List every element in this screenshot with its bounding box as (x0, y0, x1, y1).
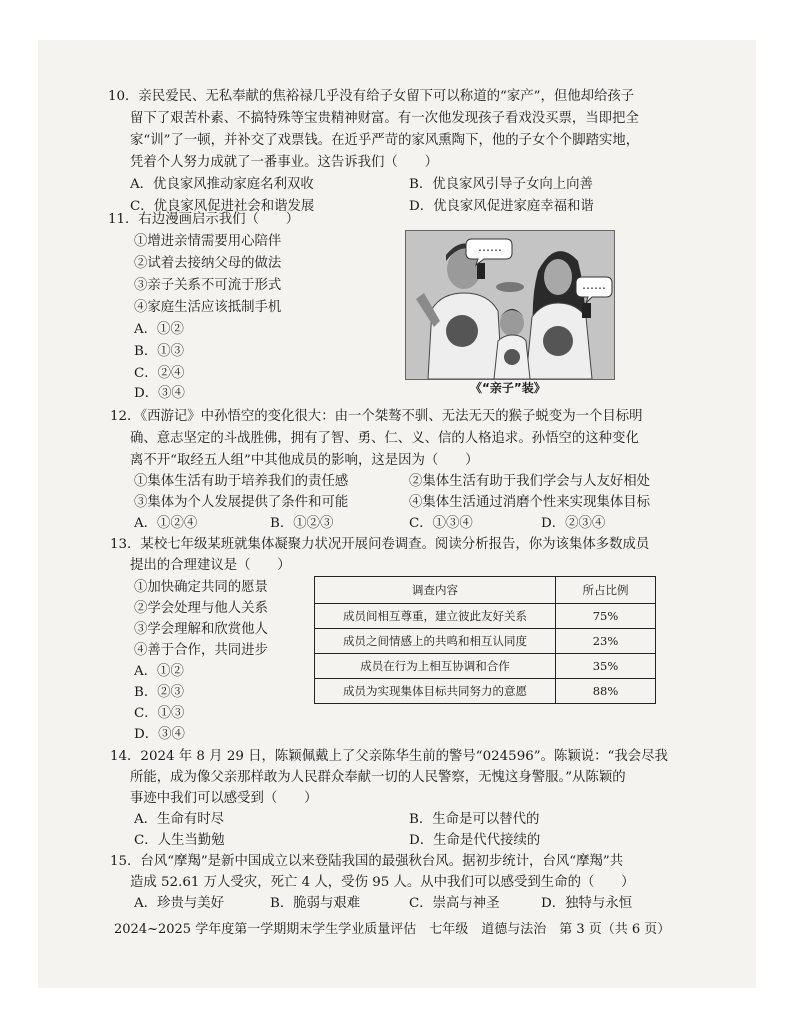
table-row (315, 629, 656, 654)
q15-line-2: 造成 52.61 万人受灾，死亡 4 人，受伤 95 人。从中我们可以感受到生命的（ ） (130, 875, 635, 890)
q11-item-1: ①增进亲情需要用心陪伴 (134, 234, 282, 249)
q11-item-2: ②试着去接纳父母的做法 (134, 256, 282, 271)
survey-item: 成员为实现集体目标共同努力的意愿 (315, 679, 556, 704)
q13-option-d[interactable]: D．③④ (134, 727, 185, 742)
q13-option-c[interactable]: C．①③ (134, 706, 185, 721)
q14-option-c[interactable]: C．人生当勤勉 (134, 833, 225, 848)
q13-option-b[interactable]: B．②③ (134, 685, 185, 700)
q14-line-3: 事迹中我们可以感受到（ ） (130, 791, 318, 806)
table-row (315, 604, 656, 629)
q10-option-a[interactable]: A．优良家风推动家庭名利双收 (130, 177, 314, 192)
q12-item-1: ①集体生活有助于培养我们的责任感 (134, 474, 349, 489)
q12-option-a[interactable]: A．①②④ (134, 516, 198, 531)
q13-option-a[interactable]: A．①② (134, 664, 184, 679)
parent-child-outfit-cartoon (405, 230, 615, 380)
q10-option-b[interactable]: B．优良家风引导子女向上向善 (409, 177, 593, 192)
cartoon-illustration (406, 231, 614, 379)
q11-item-3: ③亲子关系不可流于形式 (134, 278, 282, 293)
q12-line-1: 12．《西游记》中孙悟空的变化很大：由一个桀骜不驯、无法无天的猴子蜕变为一个目标明 (110, 409, 643, 424)
q11-option-a[interactable]: A．①② (134, 322, 184, 337)
survey-item: 成员间相互尊重，建立彼此友好关系 (315, 604, 556, 629)
q10-option-d[interactable]: D．优良家风促进家庭幸福和谐 (409, 199, 594, 214)
q15-option-b[interactable]: B．脆弱与艰难 (270, 896, 361, 911)
q10-line-4: 凭着个人努力成就了一番事业。这告诉我们（ ） (130, 155, 438, 170)
survey-ratio: 35% (556, 654, 656, 679)
q11-option-d[interactable]: D．③④ (134, 386, 185, 401)
q10-option-c[interactable]: C．优良家风促进社会和谐发展 (130, 199, 315, 214)
survey-header-ratio: 所占比例 (556, 577, 656, 604)
q15-option-d[interactable]: D．独特与永恒 (541, 896, 633, 911)
q12-item-3: ③集体为个人发展提供了条件和可能 (134, 495, 349, 510)
q12-line-2: 确、意志坚定的斗战胜佛，拥有了智、勇、仁、义、信的人格追求。孙悟空的这种变化 (130, 431, 639, 446)
q15-line-1: 15．台风“摩羯”是新中国成立以来登陆我国的最强秋台风。据初步统计，台风“摩羯”共 (110, 854, 624, 869)
q10-line-2: 留下了艰苦朴素、不搞特殊等宝贵精神财富。有一次他发现孩子看戏没买票，当即把全 (130, 111, 639, 126)
survey-item: 成员在行为上相互协调和合作 (315, 654, 556, 679)
q13-item-3: ③学会理解和欣赏他人 (134, 622, 268, 637)
q13-line-2: 提出的合理建议是（ ） (130, 558, 291, 573)
q12-option-b[interactable]: B．①②③ (270, 516, 334, 531)
q15-option-a[interactable]: A．珍贵与美好 (134, 896, 225, 911)
survey-ratio: 88% (556, 679, 656, 704)
survey-table-header (315, 577, 656, 604)
q12-option-c[interactable]: C．①③④ (409, 516, 473, 531)
cartoon-caption: 《“亲子”装》 (470, 381, 546, 395)
page-footer: 2024~2025 学年度第一学期期末学生学业质量评估 七年级 道德与法治 第 3 页（共 6 页） (114, 922, 671, 937)
q10-line-3: 家“训”了一顿，并补交了戏票钱。在近乎严苛的家风熏陶下，他的子女个个脚踏实地， (130, 133, 640, 148)
q15-option-c[interactable]: C．崇高与神圣 (409, 896, 500, 911)
survey-header-content: 调查内容 (315, 577, 556, 604)
q12-item-4: ④集体生活通过消磨个性来实现集体目标 (409, 495, 651, 510)
table-row (315, 654, 656, 679)
q14-line-1: 14．2024 年 8 月 29 日，陈颖佩戴上了父亲陈华生前的警号“024596”。陈颖说：“我会尽我 (110, 749, 668, 764)
q14-option-a[interactable]: A．生命有时尽 (134, 812, 225, 827)
q14-option-d[interactable]: D．生命是代代接续的 (409, 833, 541, 848)
survey-item: 成员之间情感上的共鸣和相互认同度 (315, 629, 556, 654)
survey-table (314, 576, 656, 704)
survey-ratio: 23% (556, 629, 656, 654)
q14-option-b[interactable]: B．生命是可以替代的 (409, 812, 540, 827)
q12-item-2: ②集体生活有助于我们学会与人友好相处 (409, 474, 651, 489)
q14-line-2: 所能，成为像父亲那样敢为人民群众奉献一切的人民警察，无愧这身警服。”从陈颖的 (130, 770, 626, 785)
q11-stem: 11．右边漫画启示我们（ ） (108, 212, 300, 227)
q12-line-3: 离不开“取经五人组”中其他成员的影响，这是因为（ ） (130, 453, 479, 468)
q11-item-4: ④家庭生活应该抵制手机 (134, 300, 282, 315)
q13-item-1: ①加快确定共同的愿景 (134, 580, 268, 595)
survey-ratio: 75% (556, 604, 656, 629)
q12-option-d[interactable]: D．②③④ (541, 516, 606, 531)
q13-line-1: 13．某校七年级某班就集体凝聚力状况开展问卷调查。阅读分析报告，你为该集体多数成员 (110, 537, 650, 552)
cartoon-bubble-right-text: …… (582, 278, 606, 292)
q10-line-1: 10．亲民爱民、无私奉献的焦裕禄几乎没有给子女留下可以称道的“家产”，但他却给孩子 (108, 89, 635, 104)
q13-item-4: ④善于合作，共同进步 (134, 643, 268, 658)
cartoon-bubble-left-text: …… (478, 240, 502, 254)
q13-item-2: ②学会处理与他人关系 (134, 601, 268, 616)
q11-option-c[interactable]: C．②④ (134, 366, 185, 381)
q11-option-b[interactable]: B．①③ (134, 344, 185, 359)
table-row (315, 679, 656, 704)
